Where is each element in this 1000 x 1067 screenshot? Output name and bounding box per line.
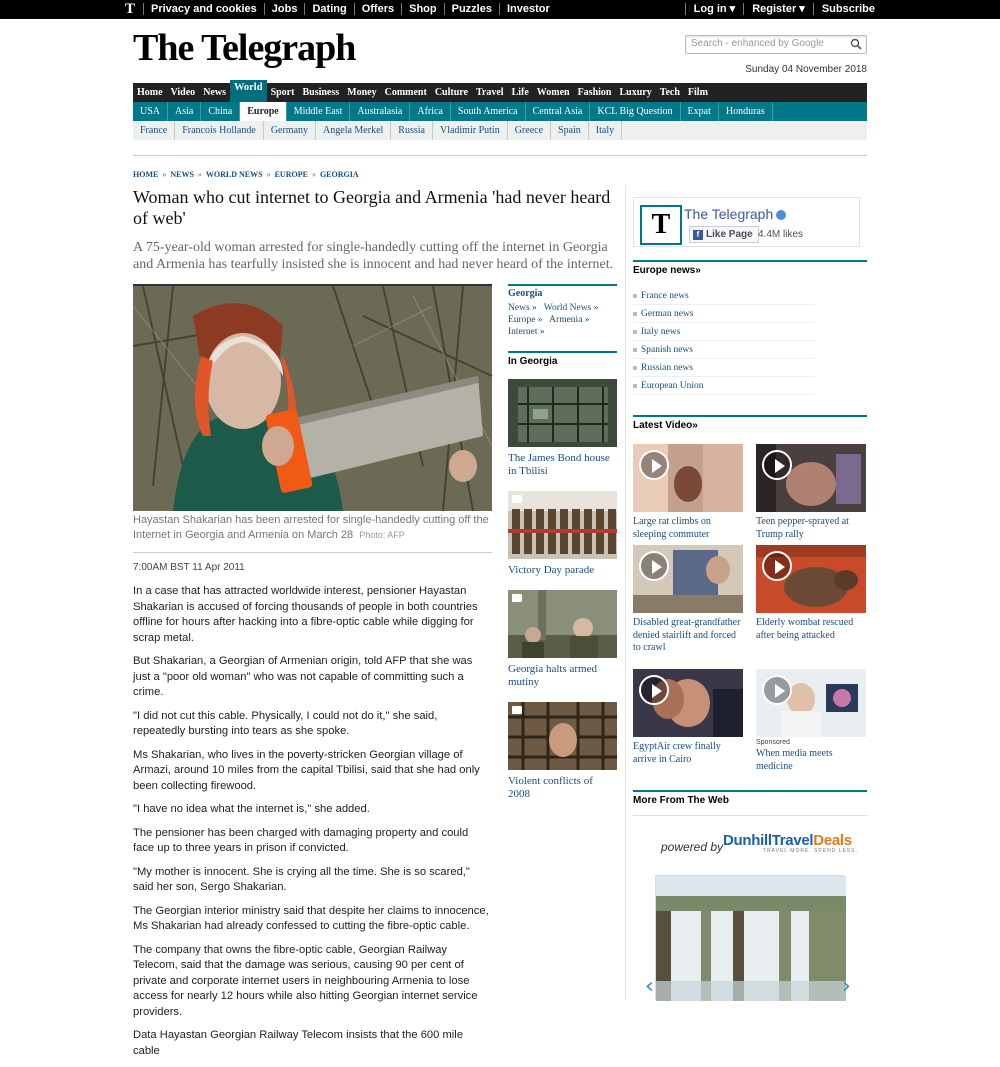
login-link[interactable]: Log in ▾	[685, 3, 744, 15]
top-link-dating[interactable]: Dating	[304, 3, 353, 15]
video-title[interactable]: Large rat climbs on sleeping commuter	[633, 516, 711, 540]
top-link-jobs[interactable]: Jobs	[264, 3, 305, 15]
europe-news-list	[633, 287, 815, 395]
photo-caption	[133, 513, 492, 543]
divider	[133, 552, 492, 553]
more-from-web-heading: More From The Web	[633, 790, 867, 806]
secondary-nav	[133, 102, 867, 121]
video-title[interactable]: EgyptAir crew finally arrive in Cairo	[633, 741, 721, 765]
tag-link-europe[interactable]: Europe »	[508, 315, 543, 325]
europe-news-heading[interactable]: Europe news»	[633, 260, 867, 276]
carousel-next-icon[interactable]: ›	[842, 974, 851, 999]
nav-secondary-item[interactable]: China	[201, 102, 240, 121]
nav-tertiary-item[interactable]: Italy	[589, 121, 622, 140]
top-bar	[0, 0, 1000, 19]
article-body	[133, 584, 492, 1067]
nav-tertiary-item[interactable]: Greece	[508, 121, 551, 140]
video-thumbnail[interactable]	[633, 545, 743, 613]
tag-link-world-news[interactable]: World News »	[543, 303, 599, 313]
play-icon[interactable]	[639, 675, 669, 705]
play-icon[interactable]	[762, 551, 792, 581]
account-links	[685, 3, 875, 15]
nav-primary-item[interactable]: Women	[536, 87, 570, 98]
breadcrumb-separator: »	[197, 170, 202, 179]
play-icon[interactable]	[762, 450, 792, 480]
register-link[interactable]: Register ▾	[743, 3, 813, 15]
video-thumbnail[interactable]	[633, 669, 743, 737]
facebook-like-count: 4.4M likes	[758, 229, 804, 240]
search-icon[interactable]	[850, 38, 862, 50]
top-link-offers[interactable]: Offers	[354, 3, 401, 15]
article-paragraph: Data Hayastan Georgian Railway Telecom insists that the 600 mile cable	[133, 1029, 463, 1057]
nav-secondary-item[interactable]: Africa	[410, 102, 451, 121]
top-link-shop[interactable]: Shop	[401, 3, 444, 15]
video-title[interactable]: Elderly wombat rescued after being attacked	[756, 617, 854, 641]
video-item[interactable]	[633, 669, 743, 766]
article-paragraph: But Shakarian, a Georgian of Armenian origin, told AFP that she was just a "poor old woman" who was not capable of committing such a crime.	[133, 655, 473, 698]
divider	[633, 815, 867, 816]
breadcrumb-separator: »	[162, 170, 167, 179]
nav-secondary-item[interactable]: South America	[451, 102, 526, 121]
current-date: Sunday 04 November 2018	[745, 64, 867, 75]
in-georgia-thumbnail[interactable]	[508, 702, 617, 770]
article-paragraph: The Georgian interior ministry said that despite her claims to innocence, Ms Shakarian had already confessed to cutting the fibre-optic cable.	[133, 904, 489, 932]
top-link-investor[interactable]: Investor	[499, 3, 557, 15]
topic-tags	[508, 284, 617, 338]
in-georgia-thumbnail[interactable]	[508, 379, 617, 447]
nav-primary-item[interactable]: Business	[302, 87, 340, 98]
nav-secondary-item[interactable]: Expat	[681, 102, 719, 121]
article-standfirst: A 75-year-old woman arrested for single-handedly cutting off the internet in Georgia and Armenia has tearfully insisted she is innocent and had never heard of the internet.	[133, 240, 614, 272]
in-georgia-thumbnail[interactable]	[508, 590, 617, 658]
top-links	[143, 3, 557, 15]
article-paragraph: In a case that has attracted worldwide interest, pensioner Hayastan Shakarian is accused of forcing thousands of people in both countries offline for hours after hacking into a fibre-optic cable while digging for scrap metal.	[133, 585, 478, 644]
nav-secondary-item[interactable]: Australasia	[350, 102, 410, 121]
in-georgia-link[interactable]: Georgia halts armed mutiny	[508, 663, 597, 688]
article-headline: Woman who cut internet to Georgia and Armenia 'had never heard of web'	[133, 187, 611, 228]
in-georgia-link[interactable]: The James Bond house in Tbilisi	[508, 452, 610, 477]
europe-news-link[interactable]: European Union	[633, 377, 815, 395]
nav-tertiary-item[interactable]: Vladimir Putin	[433, 121, 508, 140]
powered-by-label: powered by	[661, 840, 724, 854]
video-thumbnail[interactable]	[756, 444, 866, 512]
breadcrumb-home[interactable]: HOME	[133, 170, 159, 179]
nav-tertiary-item[interactable]: Germany	[264, 121, 316, 140]
tag-title[interactable]: Georgia	[508, 288, 543, 299]
video-item[interactable]	[756, 669, 866, 773]
article-paragraph: "My mother is innocent. She is crying all the time. She is so scared," said her son, Sergo Shakarian.	[133, 865, 470, 893]
nav-primary-item[interactable]: Sport	[270, 87, 295, 98]
breadcrumb-separator: »	[311, 170, 316, 179]
europe-news-link[interactable]: Italy news	[633, 323, 815, 341]
search-input[interactable]	[685, 35, 867, 54]
caption-text: Hayastan Shakarian has been arrested for single-handedly cutting off the Internet in Georgia and Armenia on March 28	[133, 514, 489, 541]
in-georgia-link[interactable]: Violent conflicts of 2008	[508, 775, 593, 800]
dunhill-brand-main: DunhillTravel	[723, 832, 814, 849]
play-icon[interactable]	[762, 675, 792, 705]
article-photo	[133, 284, 492, 509]
carousel-prev-icon[interactable]: ‹	[645, 974, 654, 999]
europe-news-link[interactable]: German news	[633, 305, 815, 323]
article-paragraph: "I have no idea what the internet is," she added.	[133, 803, 370, 815]
masthead-logo[interactable]: The Telegraph	[133, 27, 356, 69]
top-link-puzzles[interactable]: Puzzles	[444, 3, 499, 15]
facebook-page-name[interactable]: The Telegraph	[684, 206, 774, 222]
nav-primary-item[interactable]: Luxury	[619, 87, 652, 98]
nav-primary-item[interactable]: Money	[347, 87, 377, 98]
play-icon[interactable]	[639, 551, 669, 581]
sponsored-label: Sponsored	[756, 739, 790, 746]
in-georgia-heading: In Georgia	[508, 351, 617, 367]
nav-primary-item[interactable]: News	[203, 87, 226, 98]
breadcrumb	[133, 170, 359, 179]
camera-icon	[512, 495, 522, 503]
nav-primary-item[interactable]: World	[230, 80, 267, 102]
video-thumbnail[interactable]	[756, 669, 866, 737]
promo-image[interactable]	[655, 875, 845, 1000]
video-title[interactable]: Teen pepper-sprayed at Trump rally	[756, 516, 849, 540]
subscribe-link[interactable]: Subscribe	[813, 3, 875, 15]
in-georgia-thumbnail[interactable]	[508, 491, 617, 559]
camera-icon	[512, 594, 522, 602]
breadcrumb-europe[interactable]: EUROPE	[274, 170, 308, 179]
nav-secondary-item[interactable]: Central Asia	[526, 102, 591, 121]
photo-credit: Photo: AFP	[359, 530, 405, 540]
video-title[interactable]: When media meets medicine	[756, 748, 833, 772]
nav-tertiary-item[interactable]: France	[133, 121, 175, 140]
dunhill-brand-accent: Deals	[813, 832, 852, 849]
in-georgia-item[interactable]	[508, 590, 617, 689]
video-thumbnail[interactable]	[756, 545, 866, 613]
in-georgia-item[interactable]	[508, 491, 617, 577]
nav-primary-item[interactable]: Fashion	[577, 87, 612, 98]
nav-tertiary-item[interactable]: Spain	[551, 121, 589, 140]
breadcrumb-separator: »	[266, 170, 271, 179]
dunhill-tagline: TRAVEL MORE. SPEND LESS.	[763, 848, 858, 854]
nav-primary-item[interactable]: Life	[511, 87, 529, 98]
europe-news-link[interactable]: France news	[633, 287, 815, 305]
play-icon[interactable]	[639, 450, 669, 480]
nav-secondary-item[interactable]: Honduras	[719, 102, 773, 121]
like-button-label: Like Page	[706, 229, 753, 240]
nav-secondary-item[interactable]: Europe	[240, 102, 287, 121]
facebook-like-button[interactable]	[689, 226, 759, 243]
video-item[interactable]	[633, 444, 743, 541]
nav-primary-item[interactable]: Culture	[434, 87, 468, 98]
nav-secondary-item[interactable]: Middle East	[287, 102, 351, 121]
breadcrumb-georgia[interactable]: GEORGIA	[319, 170, 359, 179]
top-link-privacy[interactable]: Privacy and cookies	[143, 3, 264, 15]
divider	[133, 155, 867, 156]
video-thumbnail[interactable]	[633, 444, 743, 512]
nav-primary-item[interactable]: Comment	[384, 87, 427, 98]
primary-nav	[133, 83, 867, 102]
video-item[interactable]	[756, 444, 866, 541]
latest-video-heading[interactable]: Latest Video»	[633, 415, 867, 431]
nav-primary-item[interactable]: Film	[687, 87, 708, 98]
article-paragraph: "I did not cut this cable. Physically, I could not do it," she said, repeatedly bursting into tears as she spoke.	[133, 709, 438, 737]
nav-secondary-item[interactable]: KCL Big Question	[590, 102, 680, 121]
facebook-icon: f	[693, 230, 703, 240]
nav-primary-item[interactable]: Video	[170, 87, 196, 98]
article-timestamp: 7:00AM BST 11 Apr 2011	[133, 562, 245, 573]
article-paragraph: Ms Shakarian, who lives in the poverty-stricken Georgian village of Armazi, around 10 miles from the capital Tbilisi, said that she had only been collecting firewood.	[133, 748, 480, 792]
nav-primary-item[interactable]: Home	[137, 87, 163, 98]
nav-tertiary-item[interactable]: Francois Hollande	[175, 121, 264, 140]
article-paragraph: The pensioner has been charged with damaging property and could face up to three years in prison if convicted.	[133, 826, 469, 854]
tag-link-armenia[interactable]: Armenia »	[549, 315, 590, 325]
tag-link-internet[interactable]: Internet »	[508, 327, 545, 337]
video-item[interactable]	[633, 545, 743, 655]
in-georgia-item[interactable]	[508, 702, 617, 801]
breadcrumb-news[interactable]: NEWS	[170, 170, 194, 179]
nav-secondary-item[interactable]: Asia	[168, 102, 201, 121]
dunhill-travel-deals-logo[interactable]	[723, 832, 858, 854]
nav-primary-item[interactable]: Travel	[475, 87, 504, 98]
column-divider	[625, 185, 626, 1000]
nav-secondary-item[interactable]: USA	[133, 102, 168, 121]
facebook-page-name-row	[684, 206, 786, 222]
in-georgia-link[interactable]: Victory Day parade	[508, 564, 595, 576]
breadcrumb-world-news[interactable]: WORLD NEWS	[205, 170, 263, 179]
video-title[interactable]: Disabled great-grandfather denied stairlift and forced to crawl	[633, 617, 741, 653]
europe-news-link[interactable]: Russian news	[633, 359, 815, 377]
europe-news-link[interactable]: Spanish news	[633, 341, 815, 359]
facebook-widget	[633, 197, 860, 247]
nav-tertiary-item[interactable]: Angela Merkel	[316, 121, 391, 140]
video-item[interactable]	[756, 545, 866, 642]
nav-primary-item[interactable]: Tech	[659, 87, 680, 98]
nav-tertiary-item[interactable]: Russia	[391, 121, 433, 140]
tertiary-nav	[133, 121, 867, 140]
tag-link-news[interactable]: News »	[508, 303, 537, 313]
in-georgia-item[interactable]	[508, 379, 617, 478]
camera-icon	[512, 706, 522, 714]
article-paragraph: The company that owns the fibre-optic cable, Georgian Railway Telecom, said that the damage was serious, causing 90 per cent of private and corporate internet users in neighbouring Armenia to lose access for nearly 12 hours while also hitting Georgian internet service providers.	[133, 943, 478, 1018]
telegraph-page-logo[interactable]: T	[640, 205, 682, 245]
verified-badge-icon	[776, 210, 786, 220]
telegraph-logo-icon[interactable]: T	[125, 1, 136, 17]
search-placeholder: Search - enhanced by Google	[691, 38, 824, 49]
